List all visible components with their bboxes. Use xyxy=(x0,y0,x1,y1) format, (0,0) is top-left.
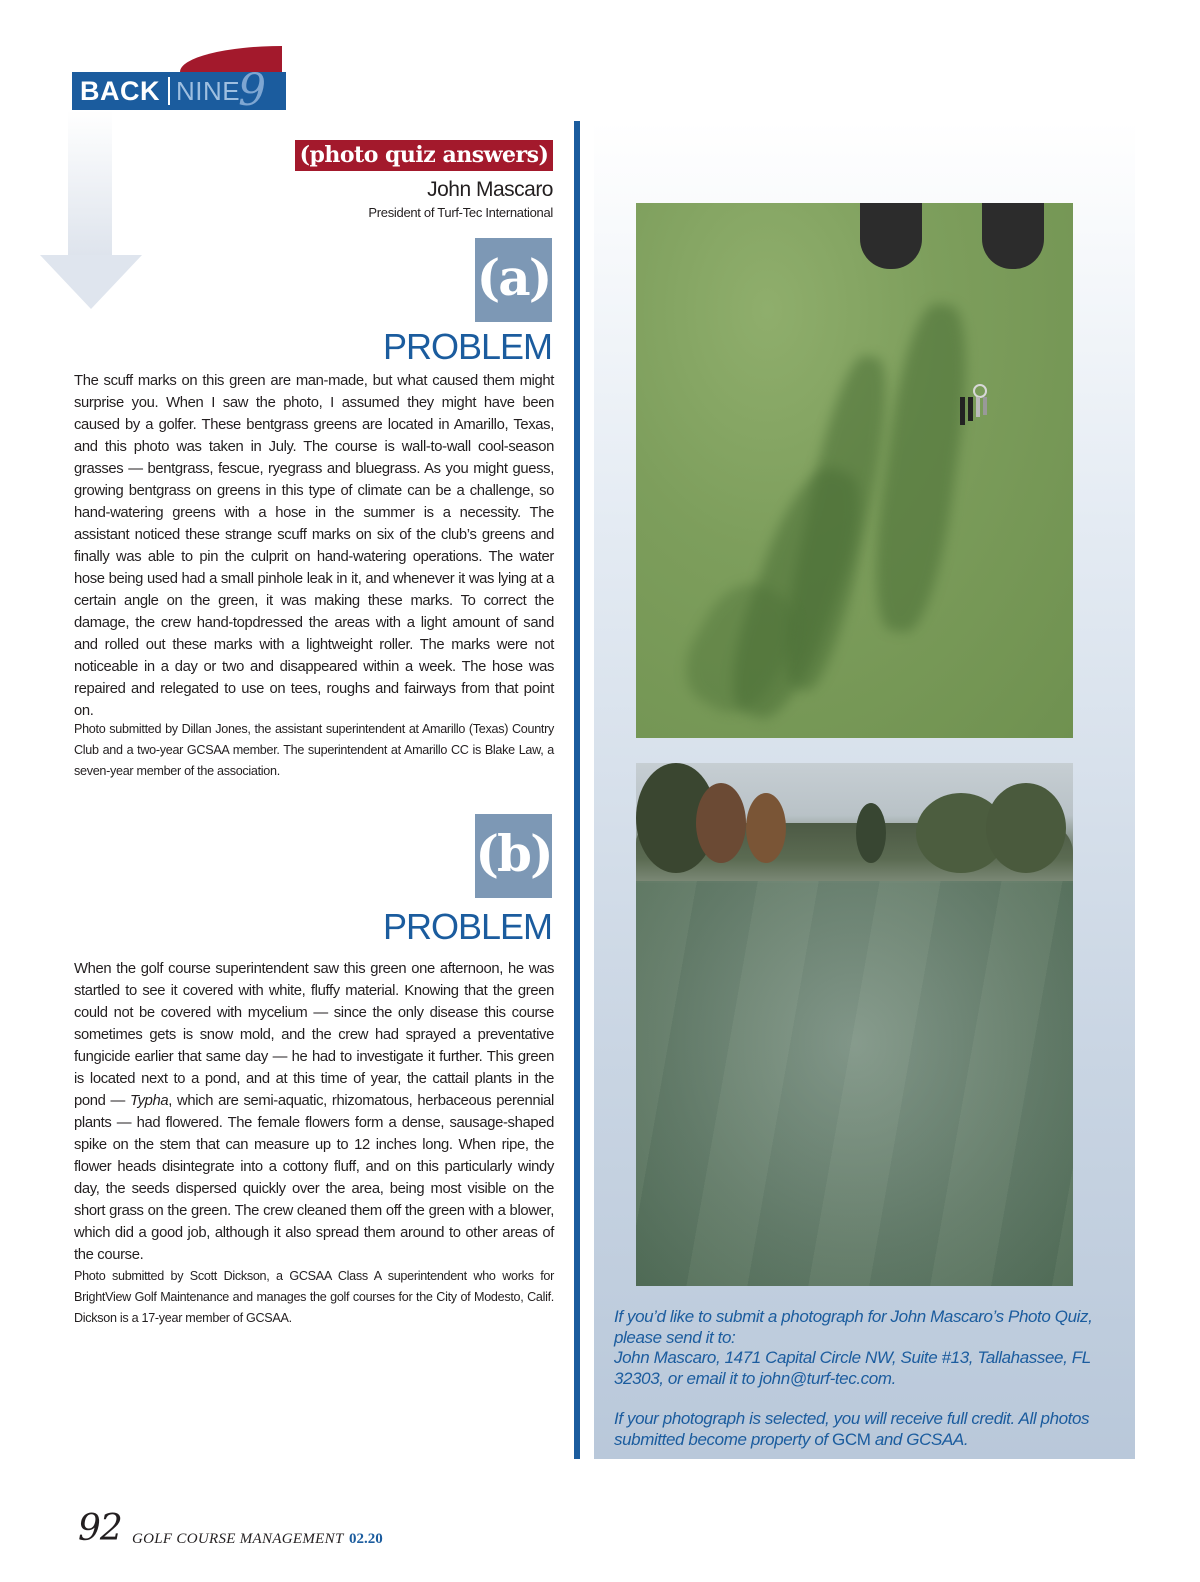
submission-gcm: GCM xyxy=(832,1429,871,1449)
logo-nine-numeral: 9 xyxy=(238,65,267,116)
logo-back-text: BACK xyxy=(80,75,160,106)
down-arrow-icon xyxy=(68,110,112,260)
author-title: President of Turf-Tec International xyxy=(368,205,553,220)
scuff-streak xyxy=(863,300,978,637)
down-arrow-head xyxy=(40,255,142,309)
logo-bar xyxy=(72,65,286,116)
submission-note xyxy=(614,1307,1114,1470)
column-divider xyxy=(574,121,580,1459)
photo-a-green-scuff-marks xyxy=(636,203,1073,738)
section-b-credit: Photo submitted by Scott Dickson, a GCSAA Class A superintendent who works for BrightView Golf Maintenance and manages the golf courses for the City of Modesto, Calif. Dickson is a 17-year member of GCSAA. xyxy=(74,1269,554,1325)
section-a-letter: (a) xyxy=(475,238,552,322)
magazine-name: GOLF COURSE MANAGEMENT xyxy=(132,1531,344,1547)
white-fluff-overlay xyxy=(636,881,1073,1286)
logo-nine-text: NINE xyxy=(176,75,241,106)
shoe-left xyxy=(860,203,922,269)
section-b-body-part1: When the golf course superintendent saw this green one afternoon, he was startled to see it covered with white, fluffy material. Knowing that the green could not be covered with mycelium — since the only disease this course sometimes gets is snow mold, and the crew had sprayed a preventative fungicide earlier that same day — he had to investigate it further. This green is located next to a pond, and at this time of year, the cattail plants in the pond — xyxy=(74,961,554,1109)
tree xyxy=(986,783,1066,873)
keys-icon xyxy=(952,381,1002,431)
section-a-heading: PROBLEM xyxy=(382,326,552,367)
photo-quiz-label: (photo quiz answers) xyxy=(295,140,553,171)
submission-credit-note xyxy=(614,1409,1114,1450)
section-b-body xyxy=(74,958,554,1266)
section-b-body-italic: Typha xyxy=(129,1093,169,1109)
logo-fin-shape xyxy=(180,46,282,72)
submission-credit-end: and GCSAA. xyxy=(870,1429,969,1449)
section-b-heading: PROBLEM xyxy=(382,906,552,947)
back-nine-logo xyxy=(72,46,286,116)
tree xyxy=(856,803,886,863)
section-a-credit: Photo submitted by Dillan Jones, the assistant superintendent at Amarillo (Texas) Country Club and a two-year GCSAA member. The superintendent at Amarillo CC is Blake Law, a seven-year member of the association. xyxy=(74,722,554,778)
shoe-right xyxy=(982,203,1044,269)
photo-b-green-cattail-fluff xyxy=(636,763,1073,1286)
page-number: 92 xyxy=(78,1508,122,1549)
author-name: John Mascaro xyxy=(427,178,553,201)
tree xyxy=(746,793,786,863)
issue-date: 02.20 xyxy=(349,1531,383,1547)
submission-line-1: If you’d like to submit a photograph for John Mascaro’s Photo Quiz, please send it to: xyxy=(614,1307,1093,1347)
section-a-body: The scuff marks on this green are man-made, but what caused them might surprise you. When I saw the photo, I assumed they might have been caused by a golfer. These bentgrass greens are located in Amarillo, Texas, and this photo was taken in July. The course is wall-to-wall cool-season grasses — bentgrass, fescue, ryegrass and bluegrass. As you might guess, growing bentgrass on greens in this type of climate can be a challenge, so hand-watering greens with a hose in the summer is a necessity. The assistant noticed these strange scuff marks on six of the club’s greens and finally was able to pin the culprit on hand-watering operations. The water hose being used had a small pinhole leak in it, and whenever it was lying at a certain angle on the green, it was making these marks. To correct the damage, the crew hand-topdressed the areas with a light amount of sand and rolled out these marks with a lightweight roller. The marks were not noticeable in a day or two and disappeared within a week. The hose was repaired and relegated to use on tees, roughs and fairways from that point on. xyxy=(74,373,554,719)
tree xyxy=(696,783,746,863)
submission-address: John Mascaro, 1471 Capital Circle NW, Suite #13, Tallahassee, FL 32303, or email it to john@turf-tec.com. xyxy=(614,1348,1091,1388)
section-b-body-part2: , which are semi-aquatic, rhizomatous, herbaceous perennial plants — had flowered. The female flowers form a dense, sausage-shaped spike on the stem that can measure up to 12 inches long. When ripe, the flower heads disintegrate into a cottony fluff, and on this particularly windy day, the seeds dispersed quickly over the area, being most visible on the short grass on the green. The crew cleaned them off the green with a blower, which did a good job, although it also spread them around to other areas of the course. xyxy=(74,1093,554,1263)
submission-credit-text: If your photograph is selected, you will receive full credit. All photos submitted become property of xyxy=(614,1409,1090,1449)
section-b-letter: (b) xyxy=(475,814,552,898)
logo-separator xyxy=(168,77,170,105)
